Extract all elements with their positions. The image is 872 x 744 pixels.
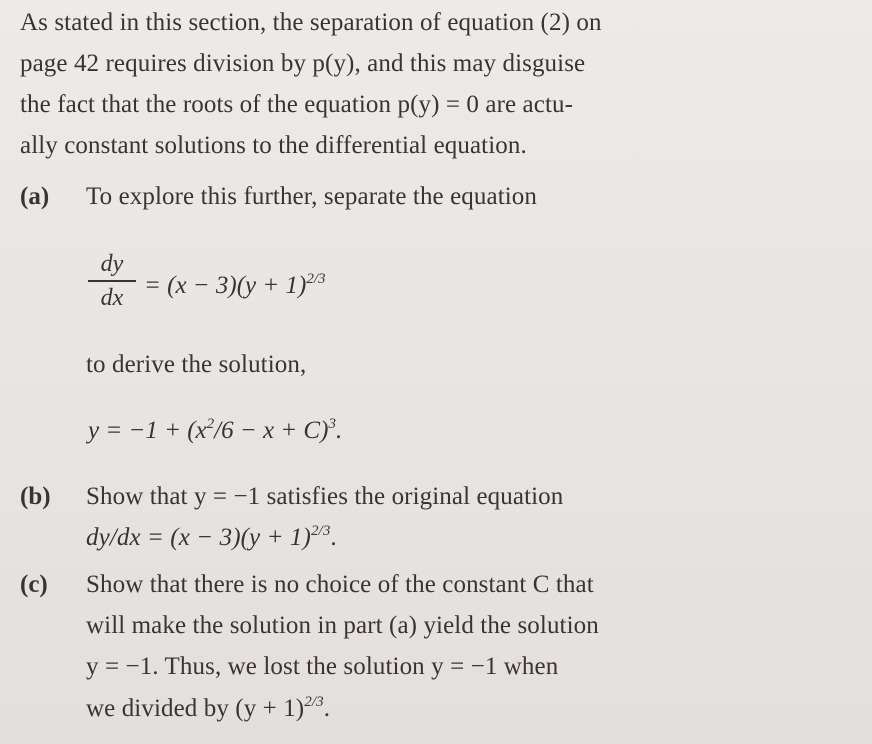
solution-square: 2 bbox=[206, 416, 215, 432]
part-b-equation: dy/dx = (x − 3)(y + 1) bbox=[86, 524, 311, 551]
fraction-bar bbox=[88, 280, 136, 282]
part-c-line-4-text: we divided by (y + 1) bbox=[86, 695, 305, 722]
part-c-line-2: will make the solution in part (a) yield the solution bbox=[86, 612, 599, 639]
equation-a-exponent: 2/3 bbox=[306, 271, 326, 287]
part-c-label: (c) bbox=[20, 571, 48, 598]
part-a-label: (a) bbox=[20, 183, 50, 210]
solution-end: . bbox=[335, 417, 343, 444]
part-c-line-1: Show that there is no choice of the constant C that bbox=[86, 571, 594, 598]
intro-line-3: the fact that the roots of the equation p(y) = 0 are actu- bbox=[20, 91, 574, 118]
part-b-label: (b) bbox=[20, 483, 51, 510]
derive-text: to derive the solution, bbox=[86, 351, 307, 378]
part-c-line-3: y = −1. Thus, we lost the solution y = −1 when bbox=[86, 653, 559, 680]
part-c-end: . bbox=[323, 695, 331, 722]
solution-main: y = −1 + (x bbox=[88, 417, 207, 444]
solution-mid: /6 − x + C) bbox=[214, 417, 329, 444]
solution-cube: 3 bbox=[328, 416, 336, 432]
fraction-numerator: dy bbox=[100, 251, 124, 277]
equation-a bbox=[144, 269, 326, 303]
part-c-line-4 bbox=[86, 692, 330, 726]
intro-line-2: page 42 requires division by p(y), and this may disguise bbox=[20, 50, 586, 77]
intro-line-1: As stated in this section, the separation of equation (2) on bbox=[20, 9, 602, 36]
dy-dx-fraction bbox=[88, 250, 136, 312]
part-a-text: To explore this further, separate the equation bbox=[86, 183, 537, 210]
part-b-line-1: Show that y = −1 satisfies the original equation bbox=[86, 483, 564, 510]
part-b-exponent: 2/3 bbox=[310, 523, 331, 539]
intro-line-4: ally constant solutions to the differential equation. bbox=[20, 132, 527, 159]
part-c-exponent: 2/3 bbox=[304, 694, 324, 710]
solution-a bbox=[88, 414, 342, 448]
fraction-denominator: dx bbox=[100, 285, 124, 311]
part-b-end: . bbox=[330, 524, 337, 551]
equation-a-rhs: = (x − 3)(y + 1) bbox=[144, 272, 307, 299]
part-b-line-2 bbox=[86, 521, 337, 555]
